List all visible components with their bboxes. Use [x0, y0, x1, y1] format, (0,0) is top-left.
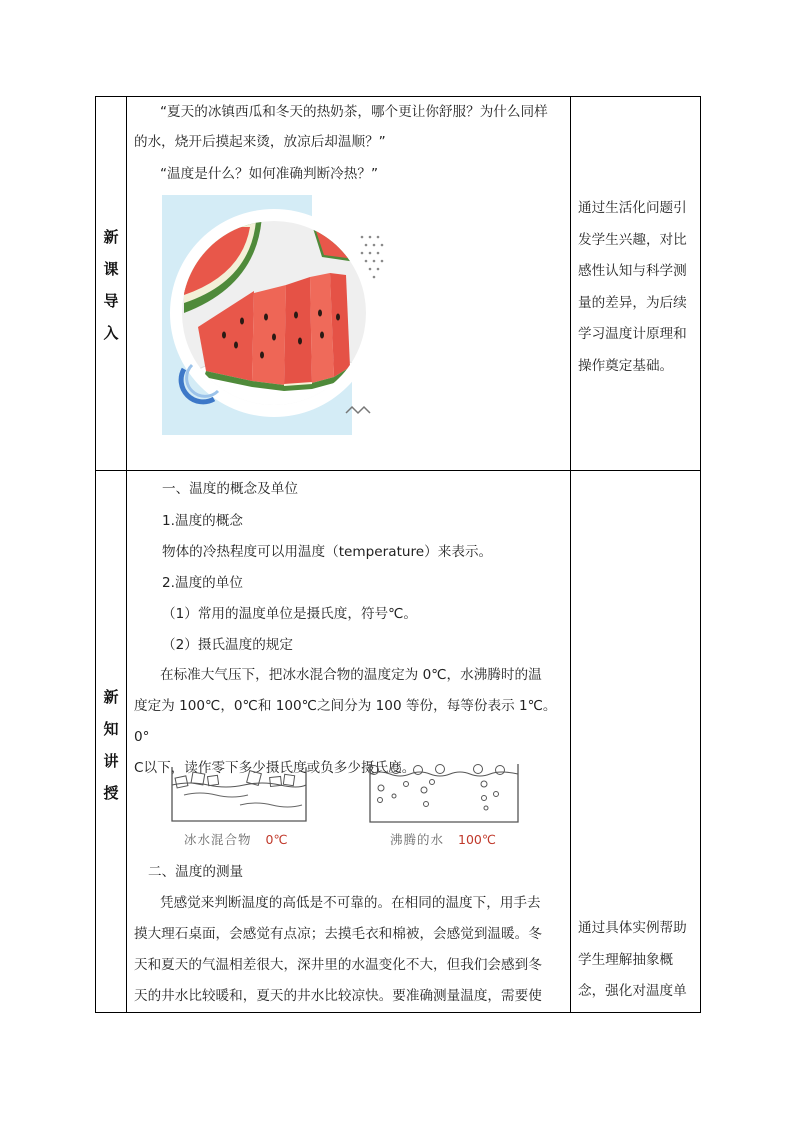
title-char: 授 — [103, 784, 119, 802]
boiling-water-sketch — [366, 760, 522, 824]
para-line: 天和夏天的气温相差很大，深井里的水温变化不大，但我们会感到冬 — [134, 957, 542, 973]
table-top-border — [95, 96, 701, 97]
title-char: 入 — [103, 324, 119, 342]
title-char: 课 — [103, 260, 119, 278]
note-line: 学习温度计原理和 — [578, 326, 687, 342]
boiling-water-label: 沸腾的水 — [390, 832, 445, 847]
para-line: 度定为 100℃，0℃和 100℃之间分为 100 等份，每等份表示 1℃。0° — [134, 698, 557, 745]
boiling-water-temp: 100℃ — [458, 832, 496, 847]
ice-water-caption — [184, 830, 288, 848]
table-col-divider-1 — [126, 96, 127, 1013]
note-line: 学生理解抽象概 — [578, 951, 674, 968]
note-line: 操作奠定基础。 — [578, 357, 674, 374]
section-title-intro — [96, 228, 126, 342]
intro-question-line-2: 的水，烧开后摸起来烫，放凉后却温顺？” — [134, 134, 386, 150]
para-line: 在标准大气压下，把冰水混合物的温度定为 0℃，水沸腾时的温 — [160, 667, 542, 683]
table-row-divider — [95, 470, 701, 471]
table-col-divider-2 — [570, 96, 571, 1013]
intro-teaching-note — [578, 193, 696, 382]
concept-text: 物体的冷热程度可以用温度（temperature）来表示。 — [162, 544, 493, 560]
unit-item-1: （1）常用的温度单位是摄氏度，符号℃。 — [162, 606, 418, 622]
subheading-concept: 1.温度的概念 — [162, 513, 243, 529]
para-line: 天的井水比较暖和，夏天的井水比较凉快。要准确测量温度，需要使 — [134, 988, 542, 1004]
table-bottom-border — [95, 1012, 701, 1013]
note-line: 通过具体实例帮助 — [578, 920, 687, 936]
intro-question-line-1: “夏天的冰镇西瓜和冬天的热奶茶，哪个更让你舒服？为什么同样 — [160, 104, 548, 120]
para-line: 摸大理石桌面，会感觉有点凉；去摸毛衣和棉被，会感觉到温暖。冬 — [134, 926, 542, 942]
watermelon-image — [162, 195, 390, 435]
note-line: 念，强化对温度单 — [578, 983, 687, 999]
para-line: C以下，读作零下多少摄氏度或负多少摄氏度。 — [134, 760, 416, 776]
title-char: 讲 — [103, 752, 119, 770]
note-line: 通过生活化问题引 — [578, 200, 687, 216]
title-char: 知 — [103, 720, 119, 738]
new-knowledge-teaching-note — [578, 913, 696, 1008]
title-char: 新 — [103, 688, 119, 706]
table-right-border — [700, 96, 701, 1013]
note-line: 量的差异，为后续 — [578, 294, 687, 311]
measurement-text — [134, 888, 564, 1012]
boiling-water-caption — [390, 830, 496, 848]
title-char: 新 — [103, 228, 119, 246]
ice-water-label: 冰水混合物 — [184, 832, 252, 847]
heading-temperature-measurement: 二、温度的测量 — [148, 864, 244, 880]
section-title-new-knowledge — [96, 688, 126, 802]
note-line: 发学生兴趣，对比 — [578, 231, 687, 248]
ice-water-sketch — [170, 765, 310, 823]
subheading-unit: 2.温度的单位 — [162, 575, 243, 591]
ice-water-temp: 0℃ — [265, 832, 288, 847]
unit-item-2: （2）摄氏温度的规定 — [162, 637, 293, 653]
para-line: 凭感觉来判断温度的高低是不可靠的。在相同的温度下，用手去 — [160, 895, 541, 911]
note-line: 感性认知与科学测 — [578, 263, 687, 279]
intro-question-line-3: “温度是什么？如何准确判断冷热？” — [160, 166, 378, 182]
title-char: 导 — [103, 292, 119, 310]
heading-temperature-concept-unit: 一、温度的概念及单位 — [162, 481, 298, 497]
